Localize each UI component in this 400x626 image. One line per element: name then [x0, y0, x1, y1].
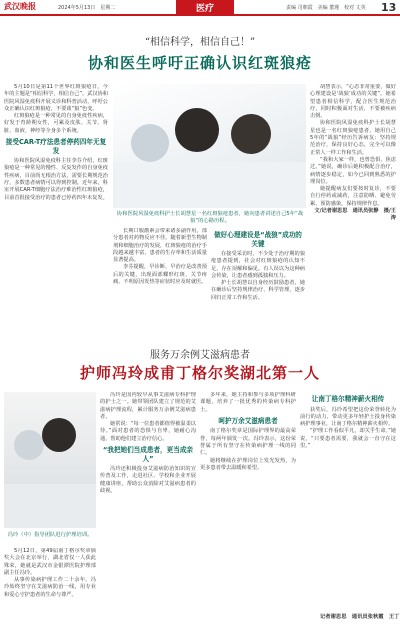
paragraph: 红斑狼疮是一种常见的自身免疫性疾病，好发于育龄期女性，可累及皮肤、关节、肾脏、血液、神经等全身多个系统。: [4, 113, 108, 134]
paragraph: 她将继续在护理岗位上发光发热，为更多患者带去温暖和希望。: [200, 457, 296, 471]
paragraph: 冯玲是国内较早从事艾滋病专科护理的护士之一。她带领团队建立了规范的艾滋病护理流程，累计服务万余例艾滋病患者。: [100, 392, 196, 420]
story2-subhead-3: 让南丁格尔精神薪火相传: [311, 395, 385, 403]
story1-column-3: [211, 228, 305, 336]
story2-subhead-2: 呵护万余艾滋病患者: [218, 416, 278, 425]
story1-subhead-2: 做好心理建设是“战狼”成功的关键: [214, 231, 302, 248]
photo-foreground: [113, 162, 306, 208]
story1-column-4: [310, 84, 396, 336]
editor-credits: 责编 司朝霞 美编 董瑾 校对 丈英: [286, 5, 366, 11]
paragraph: “我和大家一样，也曾恐惧、焦虑过。”她说，确诊后她积极配合治疗，病情逐步稳定，如今已回到熟悉的护理岗位。: [310, 156, 396, 185]
story2-photo-caption: 冯玲（中）指导团队进行护理培训。: [7, 532, 93, 538]
story1-column-1: [4, 84, 108, 336]
paragraph: 冯玲还积极投身艾滋病防治知识的宣传普及工作，走进社区、学校和企业开展健康讲座，帮助公众消除对艾滋病患者的歧视。: [100, 466, 196, 494]
paragraph: 获奖后，冯玲希望把这份荣誉转化为前行的动力，带动更多年轻护士投身传染病护理事业，让南丁格尔精神薪火相传。: [300, 406, 396, 428]
page-number: 13: [381, 1, 397, 14]
paragraph: 从事传染病护理工作二十余年，冯玲始终坚守在艾滋病防治一线，用专业和爱心守护患者的生命与尊严。: [4, 577, 96, 598]
story2-column-4: [300, 392, 396, 610]
story1-headline: 协和医生呼吁正确认识红斑狼疮: [87, 54, 312, 72]
story2-column-2: [100, 392, 196, 622]
paragraph: 长期口服激素会带来诸多副作用，部分患者对药物反应不佳。随着新型生物制剂和细胞治疗的发展，红斑狼疮的治疗手段越来越丰富，患者的生存率和生活质量显著提高。: [113, 228, 207, 264]
person-shape: [131, 124, 169, 162]
story2-kicker: 服务万余例艾滋病患者: [150, 350, 250, 361]
paragraph: 护士长胡慧以自身经历鼓励患者，她在确诊后坚持规律治疗、科学管理，逐步回归正常工作和生活。: [211, 280, 305, 301]
person-shape: [14, 430, 44, 460]
story2-headline: 护师冯玲成甫丁格尔奖湖北第一人: [79, 364, 320, 382]
paragraph: 在接受采访时，不少处于治疗期的狼疮患者提到，社会对红斑狼疮的认知不足，存在误解和偏见。有人误以为这种病会传染，让患者感到孤独和压力。: [211, 251, 305, 279]
story2-subhead-1: “我把她们当成患者，更当成亲人”: [102, 446, 194, 463]
paragraph: 协和医院风湿免疫科护士长胡慧星也是一名红斑狼疮患者，她用自己5年的“战狼”经历告诉病友：坚持规范治疗，保持良好心态，完全可以像正常人一样工作和生活。: [310, 120, 396, 156]
paragraph: 5月10日是第11个世界红斑狼疮日，今年的主题是“相信科学，相信自己”。武汉协和医院风湿免疫科开展义诊和科普活动，呼吁公众正确认识红斑狼疮，不要谈“狼”色变。: [4, 84, 108, 112]
issue-date: 2024年5月13日 星期二: [58, 5, 116, 11]
paragraph: 南丁格尔奖章是国际护理界的最高荣誉，每两年颁发一次。冯玲表示，这份荣誉属于所有坚守在传染病护理一线的同仁。: [200, 428, 296, 457]
person-shape: [175, 108, 219, 152]
person-shape: [231, 114, 271, 154]
story1-byline: 文/记者谢思思 通讯员张静 摄/王涛: [314, 208, 396, 222]
story2-column-3: [200, 392, 296, 622]
paragraph: 李芬提醒，早诊断、早治疗是改善预后的关键，出现面部蝶形红斑、关节疼痛、不明原因发热等症状时应及时就医。: [113, 264, 207, 286]
newspaper-logo: 武汉晚报: [4, 1, 36, 11]
story1-photo: [113, 84, 306, 208]
paragraph: 协和医院风湿免疫科主任李芬介绍，红斑狼疮是一种常见的慢性、反复发作的自身免疫性疾病，目前尚无根治方法，需要长期规范治疗，多数患者病情可以得到控制。近年来，科室开展CAR-T细胞疗法治疗难治性红斑狼疮，目前首批接受治疗的患者已停药四年未复发。: [4, 158, 108, 201]
section-label: 医疗: [176, 0, 234, 14]
masthead: [0, 0, 400, 14]
header-rule: [0, 14, 400, 16]
paragraph: 5月12日，第49届南丁格尔奖章颁奖大会在北京举行，湖北省仅一人获此殊荣，她就是武汉市金银潭医院护理部副主任冯玲。: [4, 548, 96, 576]
story2-column-1: [4, 548, 96, 620]
story2-byline: 记者谢思思 通讯员张秋霞 王丁: [320, 614, 400, 620]
story1-kicker: “相信科学，相信自己！”: [144, 37, 256, 48]
paragraph: 她常说：“每一位患者都值得被温柔以待。”面对患者的恐惧与自卑，她耐心沟通，帮助他们建立治疗信心。: [100, 421, 196, 442]
paragraph: 多年来，她主持和参与多项护理科研课题，培养了一批优秀的传染病专科护士。: [200, 392, 296, 413]
story1-subhead-1: 接受CAR-T疗法患者停药四年无复发: [5, 138, 107, 155]
story1-photo-caption: 协和医院风湿免疫科护士长胡慧星一名红斑狼疮患者，她向患者讲述自己5年“战狼”的心路历程。: [116, 211, 304, 224]
person-shape: [42, 418, 76, 452]
story2-photo: [4, 392, 96, 528]
story1-column-2: [113, 228, 207, 336]
paragraph: 她提醒病友们要按时复诊，不要自行停药或减药，注意防晒、避免劳累、预防感染，保持规律作息。: [310, 186, 396, 207]
paragraph: 胡慧表示，“心态非常重要，做好心理建设是‘战狼’成功的关键”。她希望患者相信科学，配合医生规范治疗，同时积极面对生活，不要被疾病击倒。: [310, 84, 396, 120]
paragraph: “护理工作看似平凡，却关乎生命。”她说，“只要患者需要，我就会一直守在这里。”: [300, 428, 396, 449]
photo-foreground: [4, 484, 96, 528]
